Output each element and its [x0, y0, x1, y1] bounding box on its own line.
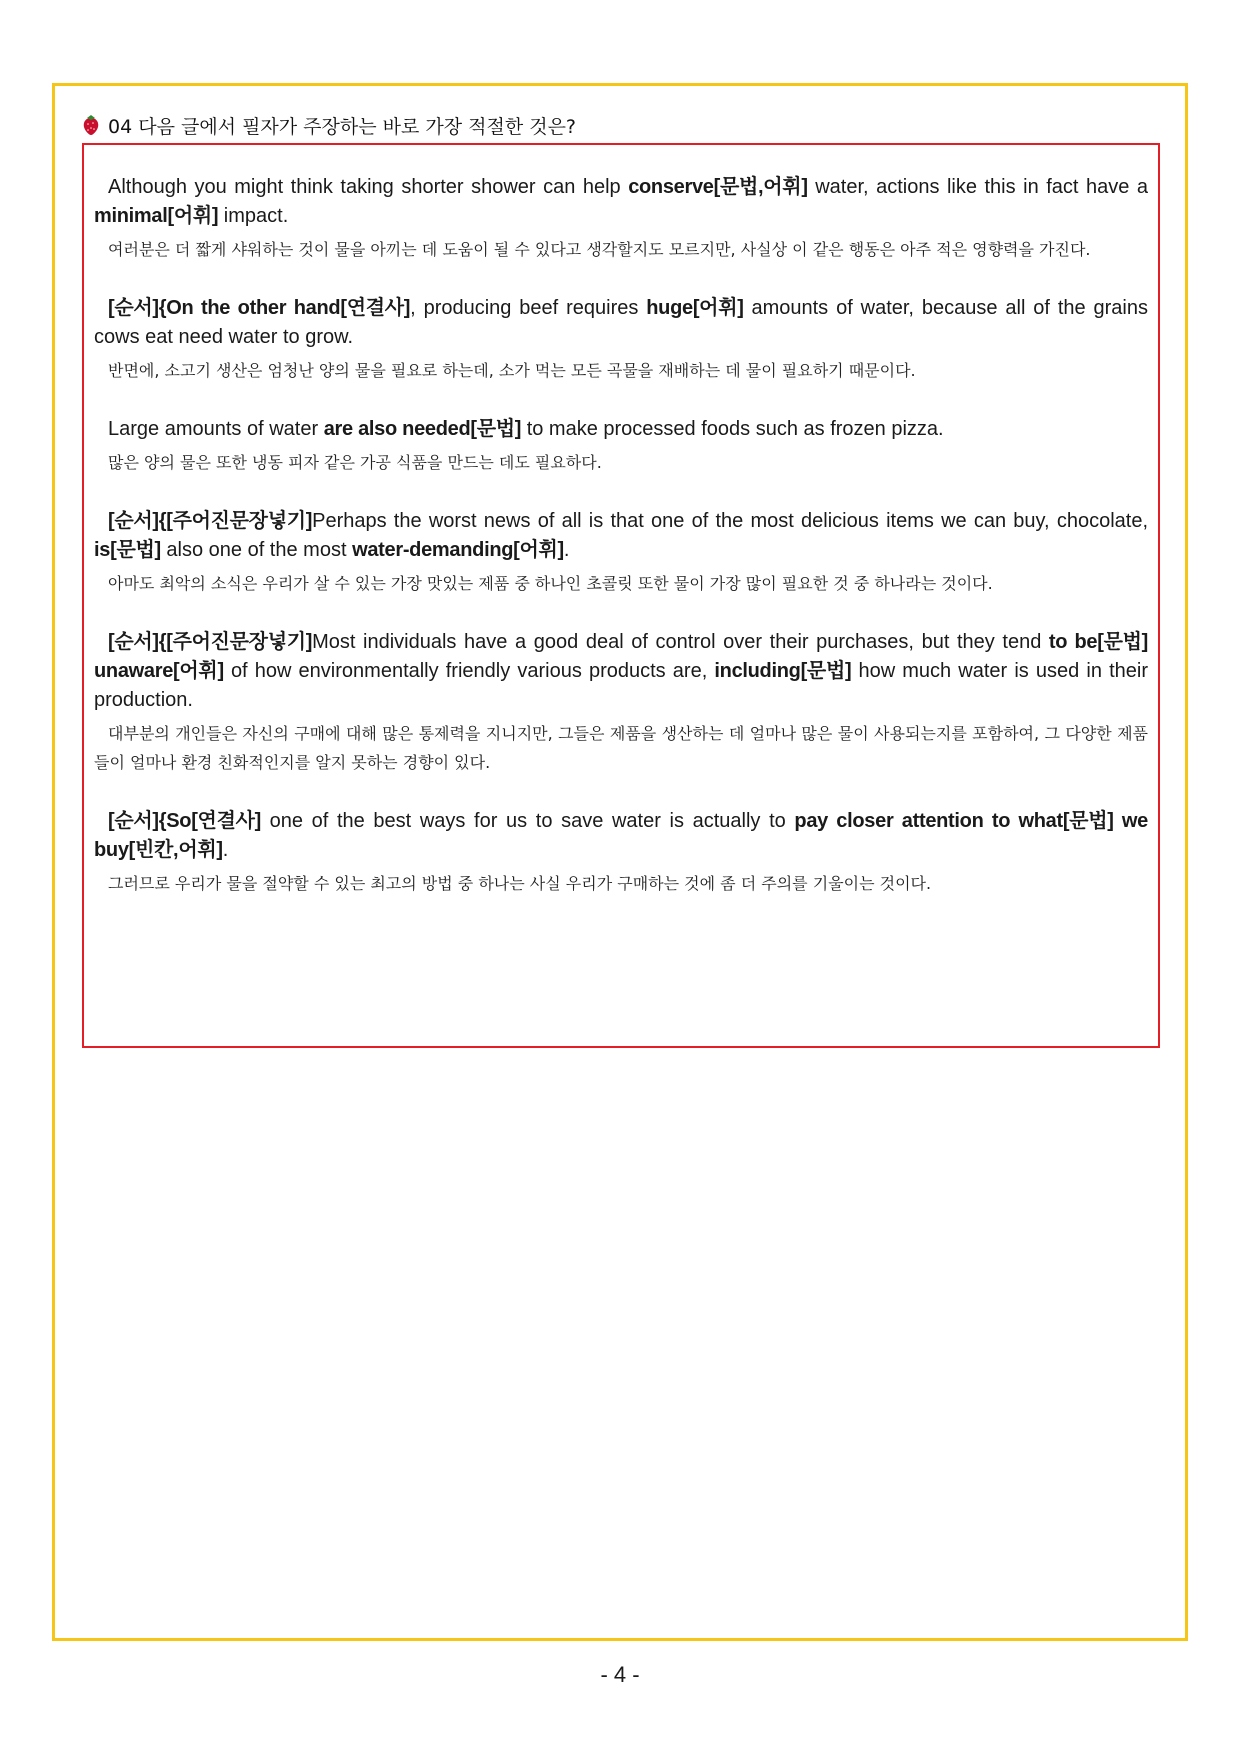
english-sentence-2: [순서]{On the other hand[연결사], producing beef requires huge[어휘] amounts of water, because all of the grains cows eat need water to grow. — [94, 297, 1148, 348]
korean-translation-3: 많은 양의 물은 또한 냉동 피자 같은 가공 식품을 만드는 데도 필요하다. — [108, 453, 602, 472]
korean-translation-2: 반면에, 소고기 생산은 엄청난 양의 물을 필요로 하는데, 소가 먹는 모든 곡물을 재배하는 데 물이 필요하기 때문이다. — [108, 361, 916, 380]
strawberry-icon — [82, 114, 100, 136]
sentence-block-3 — [94, 415, 1148, 477]
page-number: - 4 - — [600, 1662, 640, 1687]
korean-translation-5: 대부분의 개인들은 자신의 구매에 대해 많은 통제력을 지니지만, 그들은 제품을 생산하는 데 얼마나 많은 물이 사용되는지를 포함하여, 그 다양한 제품들이 얼마나 환경 친화적인지를 알지 못하는 경향이 있다. — [94, 724, 1148, 772]
english-sentence-1: Although you might think taking shorter shower can help conserve[문법,어휘] water, actions like this in fact have a minimal[어휘] impact. — [94, 176, 1149, 227]
english-sentence-3: Large amounts of water are also needed[문법] to make processed foods such as frozen pizza. — [108, 418, 944, 440]
korean-translation-6: 그러므로 우리가 물을 절약할 수 있는 최고의 방법 중 하나는 사실 우리가 구매하는 것에 좀 더 주의를 기울이는 것이다. — [108, 874, 932, 893]
sentence-block-6 — [94, 807, 1148, 898]
sentence-block-5 — [94, 628, 1148, 777]
english-sentence-6: [순서]{So[연결사] one of the best ways for us to save water is actually to pay closer attention to what[문법] we buy[빈칸,어휘]. — [94, 810, 1149, 861]
sentence-block-2 — [94, 294, 1148, 385]
korean-translation-4: 아마도 최악의 소식은 우리가 살 수 있는 가장 맛있는 제품 중 하나인 초콜릿 또한 물이 가장 많이 필요한 것 중 하나라는 것이다. — [108, 574, 993, 593]
question-header — [82, 110, 576, 140]
korean-translation-1: 여러분은 더 짧게 샤워하는 것이 물을 아끼는 데 도움이 될 수 있다고 생각할지도 모르지만, 사실상 이 같은 행동은 아주 적은 영향력을 가진다. — [108, 240, 1091, 259]
sentence-block-4 — [94, 507, 1148, 598]
english-sentence-5: [순서]{[주어진문장넣기]Most individuals have a good deal of control over their purchases, but they tend to be[문법] unaware[어휘] of how environmentally friendly various products are, including[문법] how much water is used in their production. — [94, 631, 1149, 711]
english-sentence-4: [순서]{[주어진문장넣기]Perhaps the worst news of all is that one of the most delicious items we can buy, chocolate, is[문법] also one of the most water-demanding[어휘]. — [94, 510, 1148, 561]
passage-box — [82, 143, 1160, 1048]
question-title: 04 다음 글에서 필자가 주장하는 바로 가장 적절한 것은? — [108, 115, 577, 138]
sentence-block-1 — [94, 173, 1148, 264]
